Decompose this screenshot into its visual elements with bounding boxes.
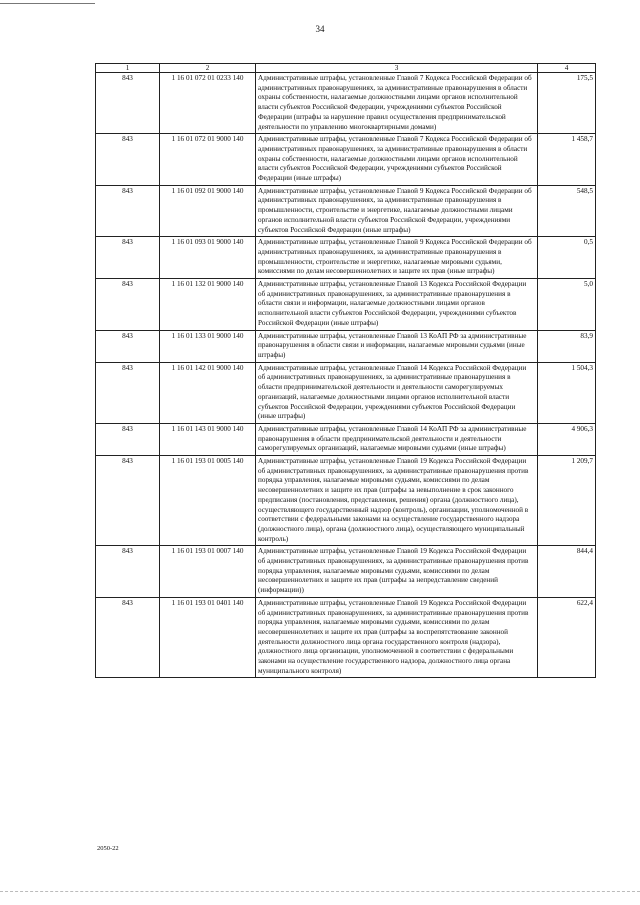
revenue-description-cell: Административные штрафы, установленные Главой 14 КоАП РФ за административные правонарушения в области предпринимательской деятельности и деятельности саморегулируемых организаций, налагаемые мировыми судьями (иные штрафы) <box>256 423 538 455</box>
amount-cell: 1 209,7 <box>538 456 596 546</box>
amount-cell: 175,5 <box>538 73 596 134</box>
admin-code-cell: 843 <box>96 185 160 237</box>
table-body <box>96 73 596 678</box>
column-number-row <box>96 64 596 73</box>
amount-cell: 5,0 <box>538 279 596 331</box>
budget-classification-code-cell: 1 16 01 072 01 0233 140 <box>160 73 256 134</box>
column-header-3: 3 <box>256 64 538 73</box>
admin-code-cell: 843 <box>96 330 160 362</box>
admin-code-cell: 843 <box>96 134 160 186</box>
revenue-description-cell: Административные штрафы, установленные Главой 13 КоАП РФ за административные правонарушения в области связи и информации, налагаемые мировыми судьями (иные штрафы) <box>256 330 538 362</box>
budget-classification-code-cell: 1 16 01 133 01 9000 140 <box>160 330 256 362</box>
admin-code-cell: 843 <box>96 73 160 134</box>
scan-artifact-bottom <box>0 891 640 892</box>
column-header-4: 4 <box>538 64 596 73</box>
budget-classification-code-cell: 1 16 01 142 01 9000 140 <box>160 362 256 423</box>
table-row <box>96 134 596 186</box>
admin-code-cell: 843 <box>96 546 160 598</box>
budget-classification-code-cell: 1 16 01 193 01 0007 140 <box>160 546 256 598</box>
table-row <box>96 330 596 362</box>
table-row <box>96 362 596 423</box>
page-number: 34 <box>315 24 325 34</box>
table-row <box>96 597 596 678</box>
revenue-description-cell: Административные штрафы, установленные Главой 14 Кодекса Российской Федерации об административных правонарушениях, за административные правонарушения в области предпринимательской деятельности и деятельности саморегулируемых организаций, налагаемые должностными лицами органов исполнительной власти субъектов Российской Федерации, учреждениями субъектов Российской Федерации (иные штрафы) <box>256 362 538 423</box>
table-row <box>96 456 596 546</box>
column-header-1: 1 <box>96 64 160 73</box>
amount-cell: 0,5 <box>538 237 596 279</box>
revenue-table <box>95 63 596 678</box>
amount-cell: 83,9 <box>538 330 596 362</box>
budget-classification-code-cell: 1 16 01 193 01 0401 140 <box>160 597 256 678</box>
amount-cell: 844,4 <box>538 546 596 598</box>
budget-classification-code-cell: 1 16 01 093 01 9000 140 <box>160 237 256 279</box>
amount-cell: 622,4 <box>538 597 596 678</box>
revenue-description-cell: Административные штрафы, установленные Главой 13 Кодекса Российской Федерации об административных правонарушениях, за административные правонарушения в области связи и информации, налагаемые должностными лицами органов исполнительной власти субъектов Российской Федерации, учреждениями субъектов Российской Федерации (иные штрафы) <box>256 279 538 331</box>
table-row <box>96 546 596 598</box>
budget-classification-code-cell: 1 16 01 193 01 0005 140 <box>160 456 256 546</box>
table-row <box>96 185 596 237</box>
revenue-description-cell: Административные штрафы, установленные Главой 9 Кодекса Российской Федерации об административных правонарушениях, за административные правонарушения в промышленности, строительстве и энергетике, налагаемые должностными лицами органов исполнительной власти субъектов Российской Федерации, учреждениями субъектов Российской Федерации (иные штрафы) <box>256 185 538 237</box>
amount-cell: 1 504,3 <box>538 362 596 423</box>
scan-artifact-line <box>0 3 95 4</box>
budget-classification-code-cell: 1 16 01 143 01 9000 140 <box>160 423 256 455</box>
table-row <box>96 279 596 331</box>
amount-cell: 548,5 <box>538 185 596 237</box>
revenue-description-cell: Административные штрафы, установленные Главой 7 Кодекса Российской Федерации об административных правонарушениях, за административные правонарушения в области охраны собственности, налагаемые должностными лицами органов исполнительной власти субъектов Российской Федерации, учреждениями субъектов Российской Федерации (иные штрафы) <box>256 134 538 186</box>
admin-code-cell: 843 <box>96 362 160 423</box>
admin-code-cell: 843 <box>96 597 160 678</box>
admin-code-cell: 843 <box>96 237 160 279</box>
revenue-description-cell: Административные штрафы, установленные Главой 19 Кодекса Российской Федерации об административных правонарушениях, за административные правонарушения против порядка управления, налагаемые мировыми судьями, комиссиями по делам несовершеннолетних и защите их прав (штрафы за невыполнение в срок законного предписания (постановления, представления, решения) органа (должностного лица), осуществляющего государственный надзор (контроль), организации, уполномоченной в соответствии с федеральными законами на осуществление государственного надзора (должностного лица), органа (должностного лица), осуществляющего муниципальный контроль) <box>256 456 538 546</box>
revenue-description-cell: Административные штрафы, установленные Главой 9 Кодекса Российской Федерации об административных правонарушениях, за административные правонарушения в промышленности, строительстве и энергетике, налагаемые мировыми судьями, комиссиями по делам несовершеннолетних и защите их прав (иные штрафы) <box>256 237 538 279</box>
footer-document-code: 2050-22 <box>97 845 119 852</box>
revenue-description-cell: Административные штрафы, установленные Главой 19 Кодекса Российской Федерации об административных правонарушениях, за административные правонарушения против порядка управления, налагаемые мировыми судьями, комиссиями по делам несовершеннолетних и защите их прав (штрафы за воспрепятствование законной деятельности должностного лица органа государственного контроля (надзора), должностного лица организации, уполномоченной в соответствии с федеральными законами на осуществление государственного надзора, должностного лица органа муниципального контроля) <box>256 597 538 678</box>
table-row <box>96 423 596 455</box>
budget-classification-code-cell: 1 16 01 072 01 9000 140 <box>160 134 256 186</box>
table-row <box>96 237 596 279</box>
table-row <box>96 73 596 134</box>
admin-code-cell: 843 <box>96 456 160 546</box>
revenue-description-cell: Административные штрафы, установленные Главой 19 Кодекса Российской Федерации об административных правонарушениях, за административные правонарушения против порядка управления, налагаемые мировыми судьями, комиссиями по делам несовершеннолетних и защите их прав (штрафы за непредставление сведений (информации)) <box>256 546 538 598</box>
admin-code-cell: 843 <box>96 423 160 455</box>
admin-code-cell: 843 <box>96 279 160 331</box>
amount-cell: 4 906,3 <box>538 423 596 455</box>
budget-classification-code-cell: 1 16 01 092 01 9000 140 <box>160 185 256 237</box>
budget-classification-code-cell: 1 16 01 132 01 9000 140 <box>160 279 256 331</box>
column-header-2: 2 <box>160 64 256 73</box>
amount-cell: 1 458,7 <box>538 134 596 186</box>
revenue-description-cell: Административные штрафы, установленные Главой 7 Кодекса Российской Федерации об административных правонарушениях, за административные правонарушения в области охраны собственности, налагаемые должностными лицами органов исполнительной власти субъектов Российской Федерации, учреждениями субъектов Российской Федерации (штрафы за нарушение правил осуществления предпринимательской деятельности по управлению многоквартирными домами) <box>256 73 538 134</box>
